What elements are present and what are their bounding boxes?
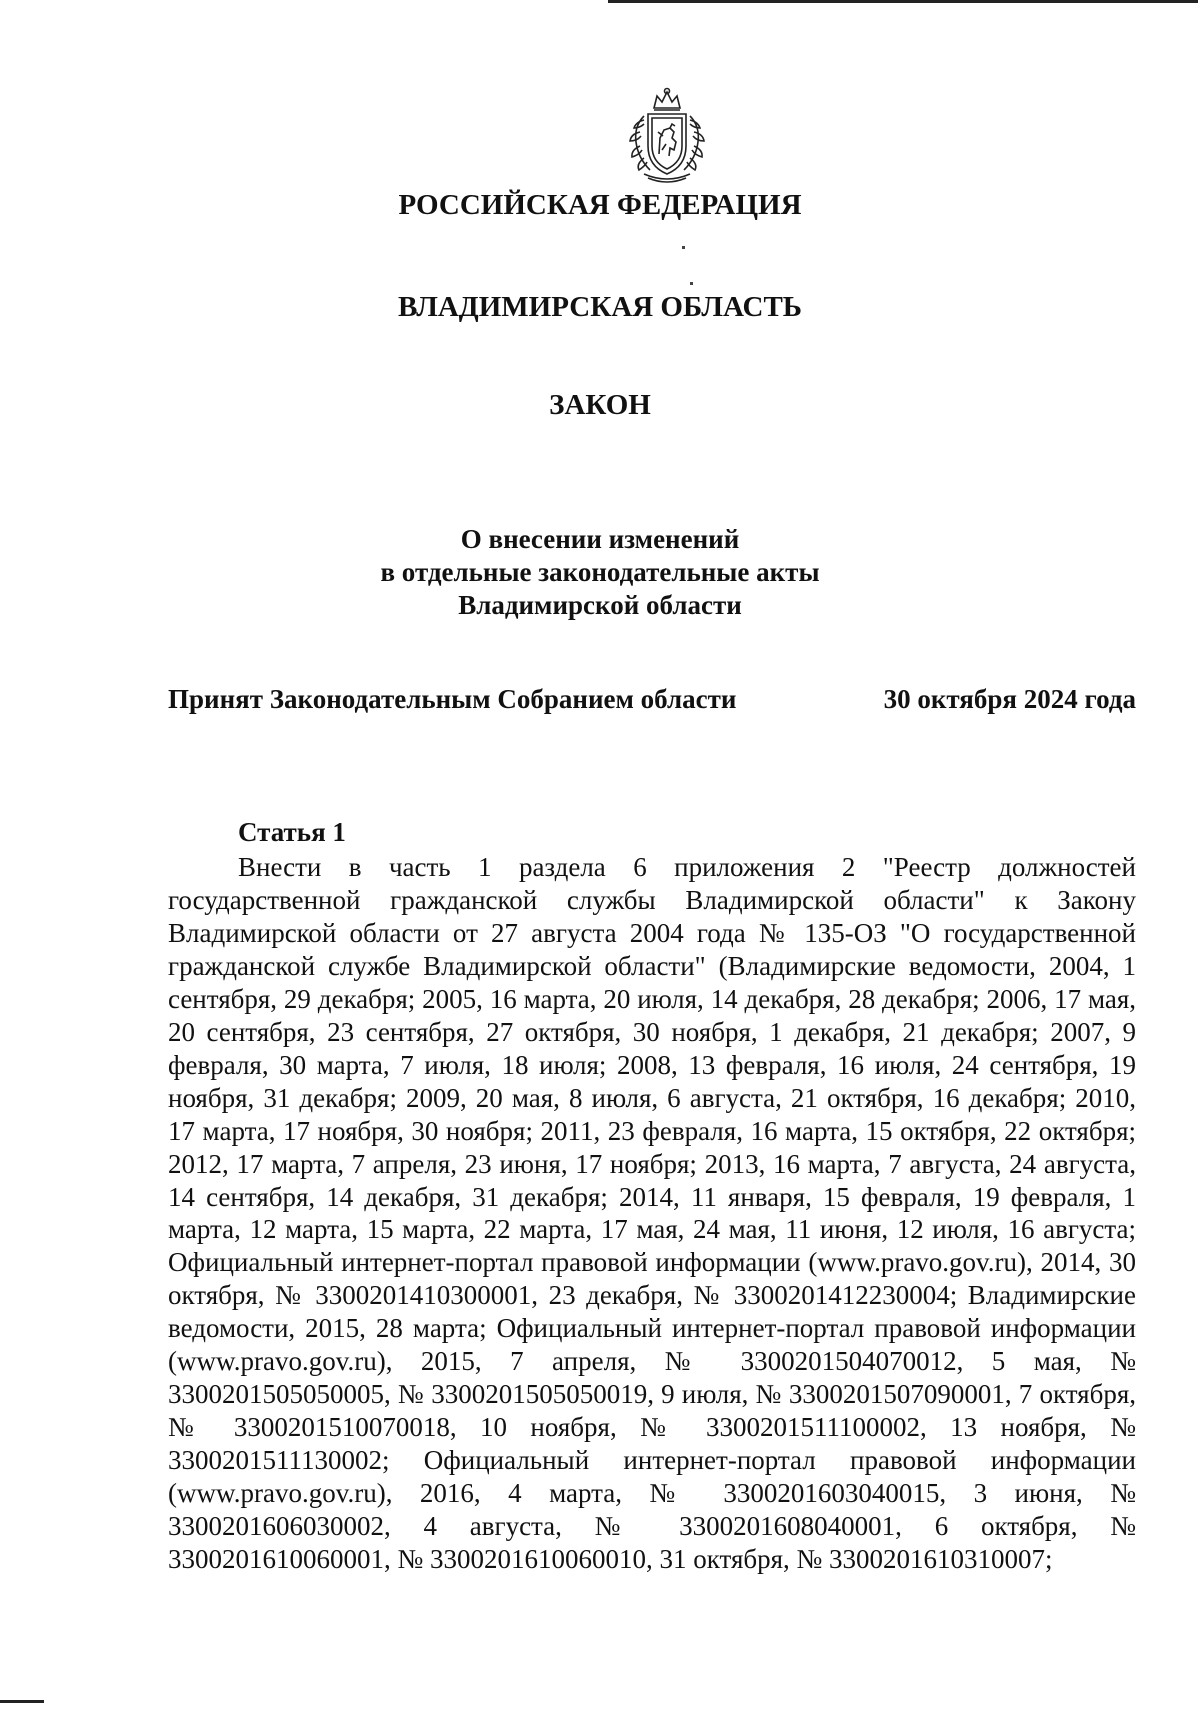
scan-edge-top [608,0,1198,3]
subject-line-2: в отдельные законодательные акты [380,557,820,587]
scan-speck [682,246,685,249]
article-body-text: Внести в часть 1 раздела 6 приложения 2 "Реестр должностей государственной гражданской службы Владимирской области" к Закону Владимирской области от 27 августа 2004 года № 135-ОЗ "О государственной гражданской службе Владимирской области" (Владимирские ведомости, 2004, 1 сентября, 29 декабря; 2005, 16 марта, 20 июля, 14 декабря, 28 декабря; 2006, 17 мая, 20 сентября, 23 сентября, 27 октября, 30 ноября, 1 декабря, 21 декабря; 2007, 9 февраля, 30 марта, 7 июля, 18 июля; 2008, 13 февраля, 16 июля, 24 сентября, 19 ноября, 31 декабря; 2009, 20 мая, 8 июля, 6 августа, 21 октября, 16 декабря; 2010, 17 марта, 17 ноября, 30 ноября; 2011, 23 февраля, 16 марта, 15 октября, 22 октября; 2012, 17 марта, 7 апреля, 23 июня, 17 ноября; 2013, 16 марта, 7 августа, 24 августа, 14 сентября, 14 декабря, 31 декабря; 2014, 11 января, 15 февраля, 19 февраля, 1 марта, 12 марта, 15 марта, 22 марта, 17 мая, 24 мая, 11 июня, 12 июля, 16 августа; Официальный интернет-портал правовой информации (www.pravo.gov.ru), 2014, 30 октября, № 3300201410300001, 23 декабря, № 3300201412230004; Владимирские ведомости, 2015, 28 марта; Официальный интернет-портал правовой информации (www.pravo.gov.ru), 2015, 7 апреля, № 3300201504070012, 5 мая, № 3300201505050005, № 3300201505050019, 9 июля, № 3300201507090001, 7 октября, № 3300201510070018, 10 ноября, № 3300201511100002, 13 ноября, № 3300201511130002; Официальный интернет-портал правовой информации (www.pravo.gov.ru), 2016, 4 марта, № 3300201603040015, 3 июня, № 3300201606030002, 4 августа, № 3300201608040001, 6 октября, № 3300201610060001, № 3300201610060010, 31 октября, № 3300201610310007; [168,852,1136,1575]
law-subject-title [0,523,1200,622]
article-title: Статья 1 [238,817,346,847]
scan-speck [690,282,693,285]
scan-edge-bottom [0,1700,44,1703]
region-heading: ВЛАДИМИРСКАЯ ОБЛАСТЬ [398,291,802,323]
adoption-date: 30 октября 2024 года [883,684,1136,714]
subject-line-3: Владимирской области [458,590,742,620]
country-heading: РОССИЙСКАЯ ФЕДЕРАЦИЯ [398,189,802,221]
document-type-heading: ЗАКОН [549,389,651,421]
subject-line-1: О внесении изменений [460,524,740,554]
adopted-by-text: Принят Законодательным Собранием области [168,684,737,714]
coat-of-arms-emblem [614,86,720,186]
